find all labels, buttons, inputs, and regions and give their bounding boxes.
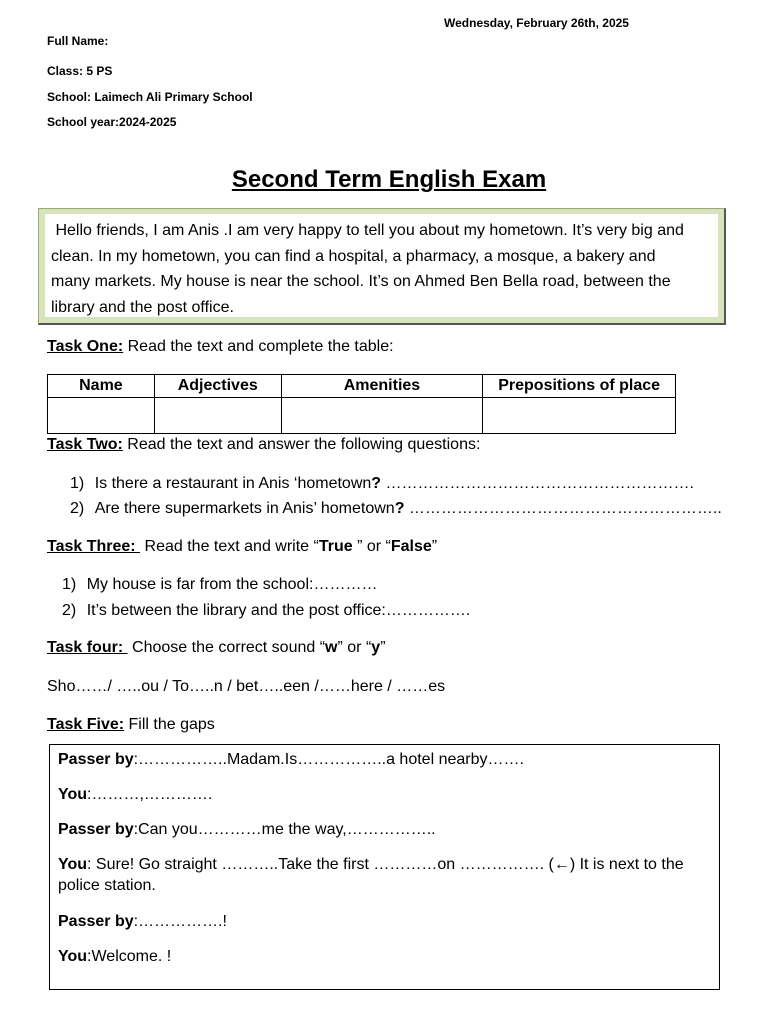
dialogue-text[interactable]: : Sure! Go straight ………..Take the first …………on ……………. (←) It is next to the bbox=[87, 856, 684, 873]
statement-text[interactable]: It’s between the library and the post office:……………. bbox=[86, 602, 471, 619]
sound-w: w bbox=[325, 639, 338, 656]
false-word: False bbox=[390, 538, 432, 555]
passage-line: library and the post office. bbox=[51, 298, 234, 316]
dialogue-line-3 bbox=[58, 821, 436, 839]
answer-cell-name[interactable] bbox=[48, 398, 155, 434]
dialogue-text: police station. bbox=[58, 877, 156, 894]
dialogue-line-4 bbox=[58, 856, 684, 874]
task-four-instruction: Choose the correct sound “ bbox=[127, 639, 326, 656]
task-five-instruction: Fill the gaps bbox=[124, 716, 215, 733]
answer-dots[interactable]: ………………………………………………….. bbox=[404, 500, 722, 517]
exam-title: Second Term English Exam bbox=[231, 166, 547, 193]
school-year-label: School year:2024-2025 bbox=[47, 115, 177, 129]
question-number: 1) bbox=[70, 475, 85, 492]
dialogue-line-2 bbox=[58, 786, 212, 804]
column-header-name: Name bbox=[48, 375, 155, 398]
true-word: True bbox=[318, 538, 353, 555]
dialogue-line-5 bbox=[58, 913, 227, 931]
statement-number: 2) bbox=[62, 602, 77, 619]
task-one-instruction: Read the text and complete the table: bbox=[123, 338, 394, 355]
task-three-heading bbox=[47, 538, 437, 556]
answer-cell-prepositions[interactable] bbox=[483, 398, 676, 434]
task-three-label: Task Three: bbox=[47, 538, 141, 555]
task-two-question-1 bbox=[70, 475, 694, 493]
column-header-adjectives: Adjectives bbox=[154, 375, 281, 398]
question-text: Is there a restaurant in Anis ‘hometown bbox=[94, 475, 372, 492]
full-name-label: Full Name: bbox=[47, 34, 109, 48]
task-two-label: Task Two: bbox=[47, 436, 123, 453]
task-two-instruction: Read the text and answer the following questions: bbox=[122, 436, 481, 453]
dialogue-text[interactable]: :Welcome. ! bbox=[87, 948, 172, 965]
reading-passage bbox=[45, 214, 718, 317]
speaker-label: You bbox=[58, 786, 88, 803]
task-one-heading bbox=[47, 338, 394, 356]
dialogue-text[interactable]: :…………….! bbox=[133, 913, 227, 930]
task-two-question-2 bbox=[70, 500, 722, 518]
task-four-heading bbox=[47, 639, 386, 657]
speaker-label: Passer by bbox=[58, 821, 134, 838]
question-text: Are there supermarkets in Anis’ hometown bbox=[94, 500, 395, 517]
speaker-label: You bbox=[58, 948, 88, 965]
class-label: Class: 5 PS bbox=[47, 64, 113, 78]
dialogue-line-1 bbox=[58, 751, 524, 769]
speaker-label: Passer by bbox=[58, 913, 134, 930]
question-mark: ? bbox=[371, 475, 382, 492]
task-three-instruction-end: ” bbox=[431, 538, 438, 555]
dialogue-line-4-cont bbox=[58, 877, 156, 895]
column-header-amenities: Amenities bbox=[281, 375, 483, 398]
task-five-label: Task Five: bbox=[47, 716, 125, 733]
sound-y: y bbox=[371, 639, 381, 656]
exam-date: Wednesday, February 26th, 2025 bbox=[444, 16, 629, 30]
task-four-instruction-end: ” bbox=[380, 639, 386, 656]
task-four-words[interactable]: Sho……/ …..ou / To…..n / bet…..een /……here / ……es bbox=[47, 678, 446, 695]
speaker-label: Passer by bbox=[58, 751, 134, 768]
statement-number: 1) bbox=[62, 576, 77, 593]
passage-line: many markets. My house is near the school. It’s on Ahmed Ben Bella road, between the bbox=[51, 273, 671, 290]
task-three-instruction-mid: ” or “ bbox=[352, 538, 391, 555]
task-three-statement-1 bbox=[62, 576, 377, 594]
question-mark: ? bbox=[394, 500, 405, 517]
task-one-table bbox=[47, 374, 676, 434]
passage-line: Hello friends, I am Anis .I am very happy to tell you about my hometown. It’s very big and bbox=[51, 222, 684, 239]
task-four-instruction-mid: ” or “ bbox=[337, 639, 372, 656]
answer-cell-adjectives[interactable] bbox=[154, 398, 281, 434]
reading-passage-box bbox=[38, 208, 726, 325]
task-four-label: Task four: bbox=[47, 639, 128, 656]
dialogue-line-6 bbox=[58, 948, 171, 966]
task-three-instruction: Read the text and write “ bbox=[140, 538, 319, 555]
task-three-statement-2 bbox=[62, 602, 470, 620]
task-two-heading bbox=[47, 436, 480, 454]
answer-cell-amenities[interactable] bbox=[281, 398, 483, 434]
speaker-label: You bbox=[58, 856, 88, 873]
task-one-label: Task One: bbox=[47, 338, 124, 355]
column-header-prepositions: Prepositions of place bbox=[483, 375, 676, 398]
school-label: School: Laimech Ali Primary School bbox=[47, 90, 253, 104]
dialogue-text[interactable]: :………,…………. bbox=[87, 786, 213, 803]
statement-text[interactable]: My house is far from the school:………… bbox=[86, 576, 378, 593]
question-number: 2) bbox=[70, 500, 85, 517]
task-five-heading bbox=[47, 716, 215, 734]
passage-line: clean. In my hometown, you can find a hospital, a pharmacy, a mosque, a bakery and bbox=[51, 247, 656, 265]
dialogue-text[interactable]: :Can you…………me the way,…………….. bbox=[133, 821, 436, 838]
answer-dots[interactable]: …………………………………………………. bbox=[381, 475, 694, 492]
dialogue-text[interactable]: :……………..Madam.Is……………..a hotel nearby……. bbox=[133, 751, 524, 768]
